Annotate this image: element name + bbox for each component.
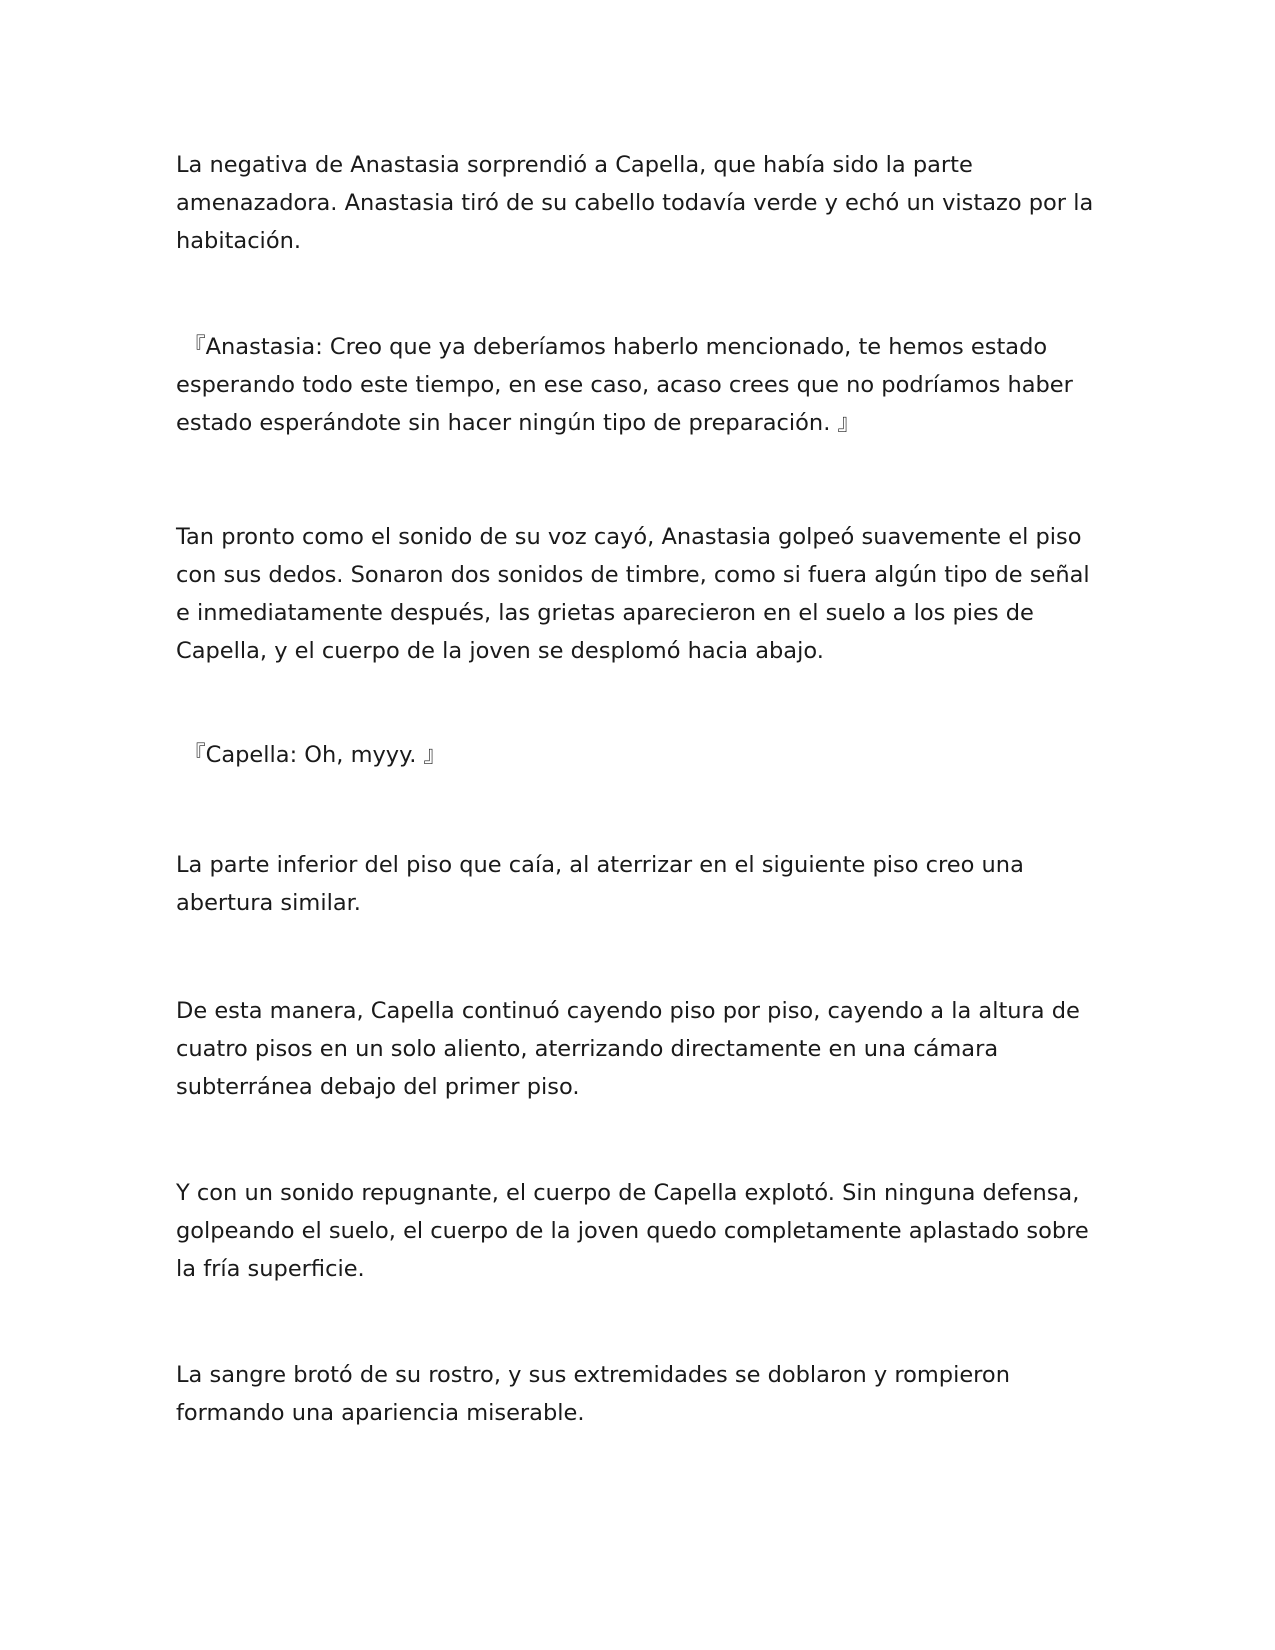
paragraph-3: La parte inferior del piso que caía, al aterrizar en el siguiente piso creo una abertura similar. xyxy=(176,852,1032,916)
paragraph-6: La sangre brotó de su rostro, y sus extremidades se doblaron y rompieron formando una apariencia miserable. xyxy=(176,1362,1018,1426)
dialogue-capella: 『Capella: Oh, myyy. 』 xyxy=(176,742,447,768)
paragraph-2: Tan pronto como el sonido de su voz cayó, Anastasia golpeó suavemente el piso con sus dedos. Sonaron dos sonidos de timbre, como si fuera algún tipo de señal e inmediatamente después, las grietas aparecieron en el suelo a los pies de Capella, y el cuerpo de la joven se desplomó hacia abajo. xyxy=(176,524,1097,664)
paragraph-5: Y con un sonido repugnante, el cuerpo de Capella explotó. Sin ninguna defensa, golpeando el suelo, el cuerpo de la joven quedo completamente aplastado sobre la fría superficie. xyxy=(176,1180,1096,1282)
dialogue-anastasia: 『Anastasia: Creo que ya deberíamos haberlo mencionado, te hemos estado esperando todo este tiempo, en ese caso, acaso crees que no podríamos haber estado esperándote sin hacer ningún tipo de preparación. 』 xyxy=(176,334,1081,436)
paragraph-1: La negativa de Anastasia sorprendió a Capella, que había sido la parte amenazadora. Anastasia tiró de su cabello todavía verde y echó un vistazo por la habitación. xyxy=(176,152,1101,254)
paragraph-4: De esta manera, Capella continuó cayendo piso por piso, cayendo a la altura de cuatro pisos en un solo aliento, aterrizando directamente en una cámara subterránea debajo del primer piso. xyxy=(176,998,1088,1100)
